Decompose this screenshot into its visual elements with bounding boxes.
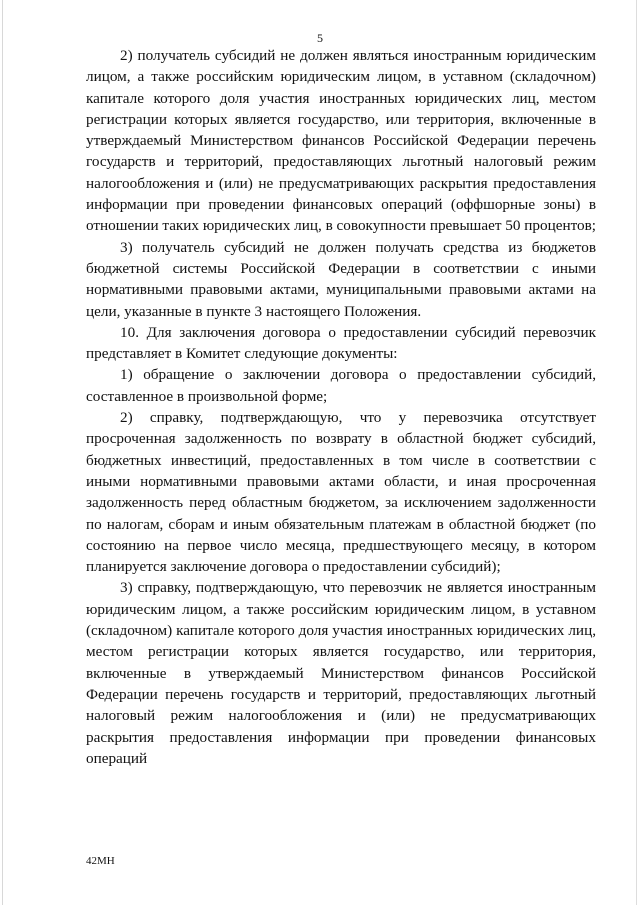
paragraph-document-3: 3) справку, подтверждающую, что перевозчик не является иностранным юридическим лицом, а также российским юридическим лицом, в уставном (складочном) капитале которого доля участия иностранных юридических лиц, местом регистрации которых является государство, или территория, включенные в утверждаемый Министерством финансов Российской Федерации перечень государств и территорий, предоставляющих льготный налоговый режим налогообложения и (или) не предусматривающих раскрытия предоставления информации при проведении финансовых операций bbox=[86, 579, 596, 767]
paragraph-document-1: 1) обращение о заключении договора о предоставлении субсидий, составленное в произвольной форме; bbox=[86, 366, 596, 405]
document-body bbox=[86, 45, 596, 769]
scan-edge-right bbox=[636, 0, 637, 905]
paragraph-item-3: 3) получатель субсидий не должен получать средства из бюджетов бюджетной системы Российской Федерации в соответствии с иными нормативными правовыми актами, муниципальными правовыми актами на цели, указанные в пункте 3 настоящего Положения. bbox=[86, 238, 596, 320]
paragraph-item-2: 2) получатель субсидий не должен являться иностранным юридическим лицом, а также российским юридическим лицом, в уставном (складочном) капитале которого доля участия иностранных юридических лиц, местом регистрации которых является государство, или территория, включенные в утверждаемый Министерством финансов Российской Федерации перечень государств и территорий, предоставляющих льготный налоговый режим налогообложения и (или) не предусматривающих раскрытия предоставления информации при проведении финансовых операций (оффшорные зоны) в отношении таких юридических лиц, в совокупности превышает 50 процентов; bbox=[86, 47, 596, 235]
paragraph-section-10: 10. Для заключения договора о предоставлении субсидий перевозчик представляет в Комитет следующие документы: bbox=[86, 323, 596, 363]
page-number: 5 bbox=[317, 31, 323, 45]
paragraph-document-2: 2) справку, подтверждающую, что у перевозчика отсутствует просроченная задолженность по возврату в областной бюджет субсидий, бюджетных инвестиций, предоставленных в том числе в соответствии с иными нормативными правовыми актами области, и иная просроченная задолженность перед областным бюджетом, за исключением задолженности по налогам, сборам и иным обязательным платежам в областной бюджет (по состоянию на первое число месяца, предшествующего месяцу, в котором планируется заключение договора о предоставлении субсидий); bbox=[86, 409, 596, 576]
scan-edge-left bbox=[2, 0, 3, 905]
footer-document-code: 42МН bbox=[86, 855, 115, 867]
